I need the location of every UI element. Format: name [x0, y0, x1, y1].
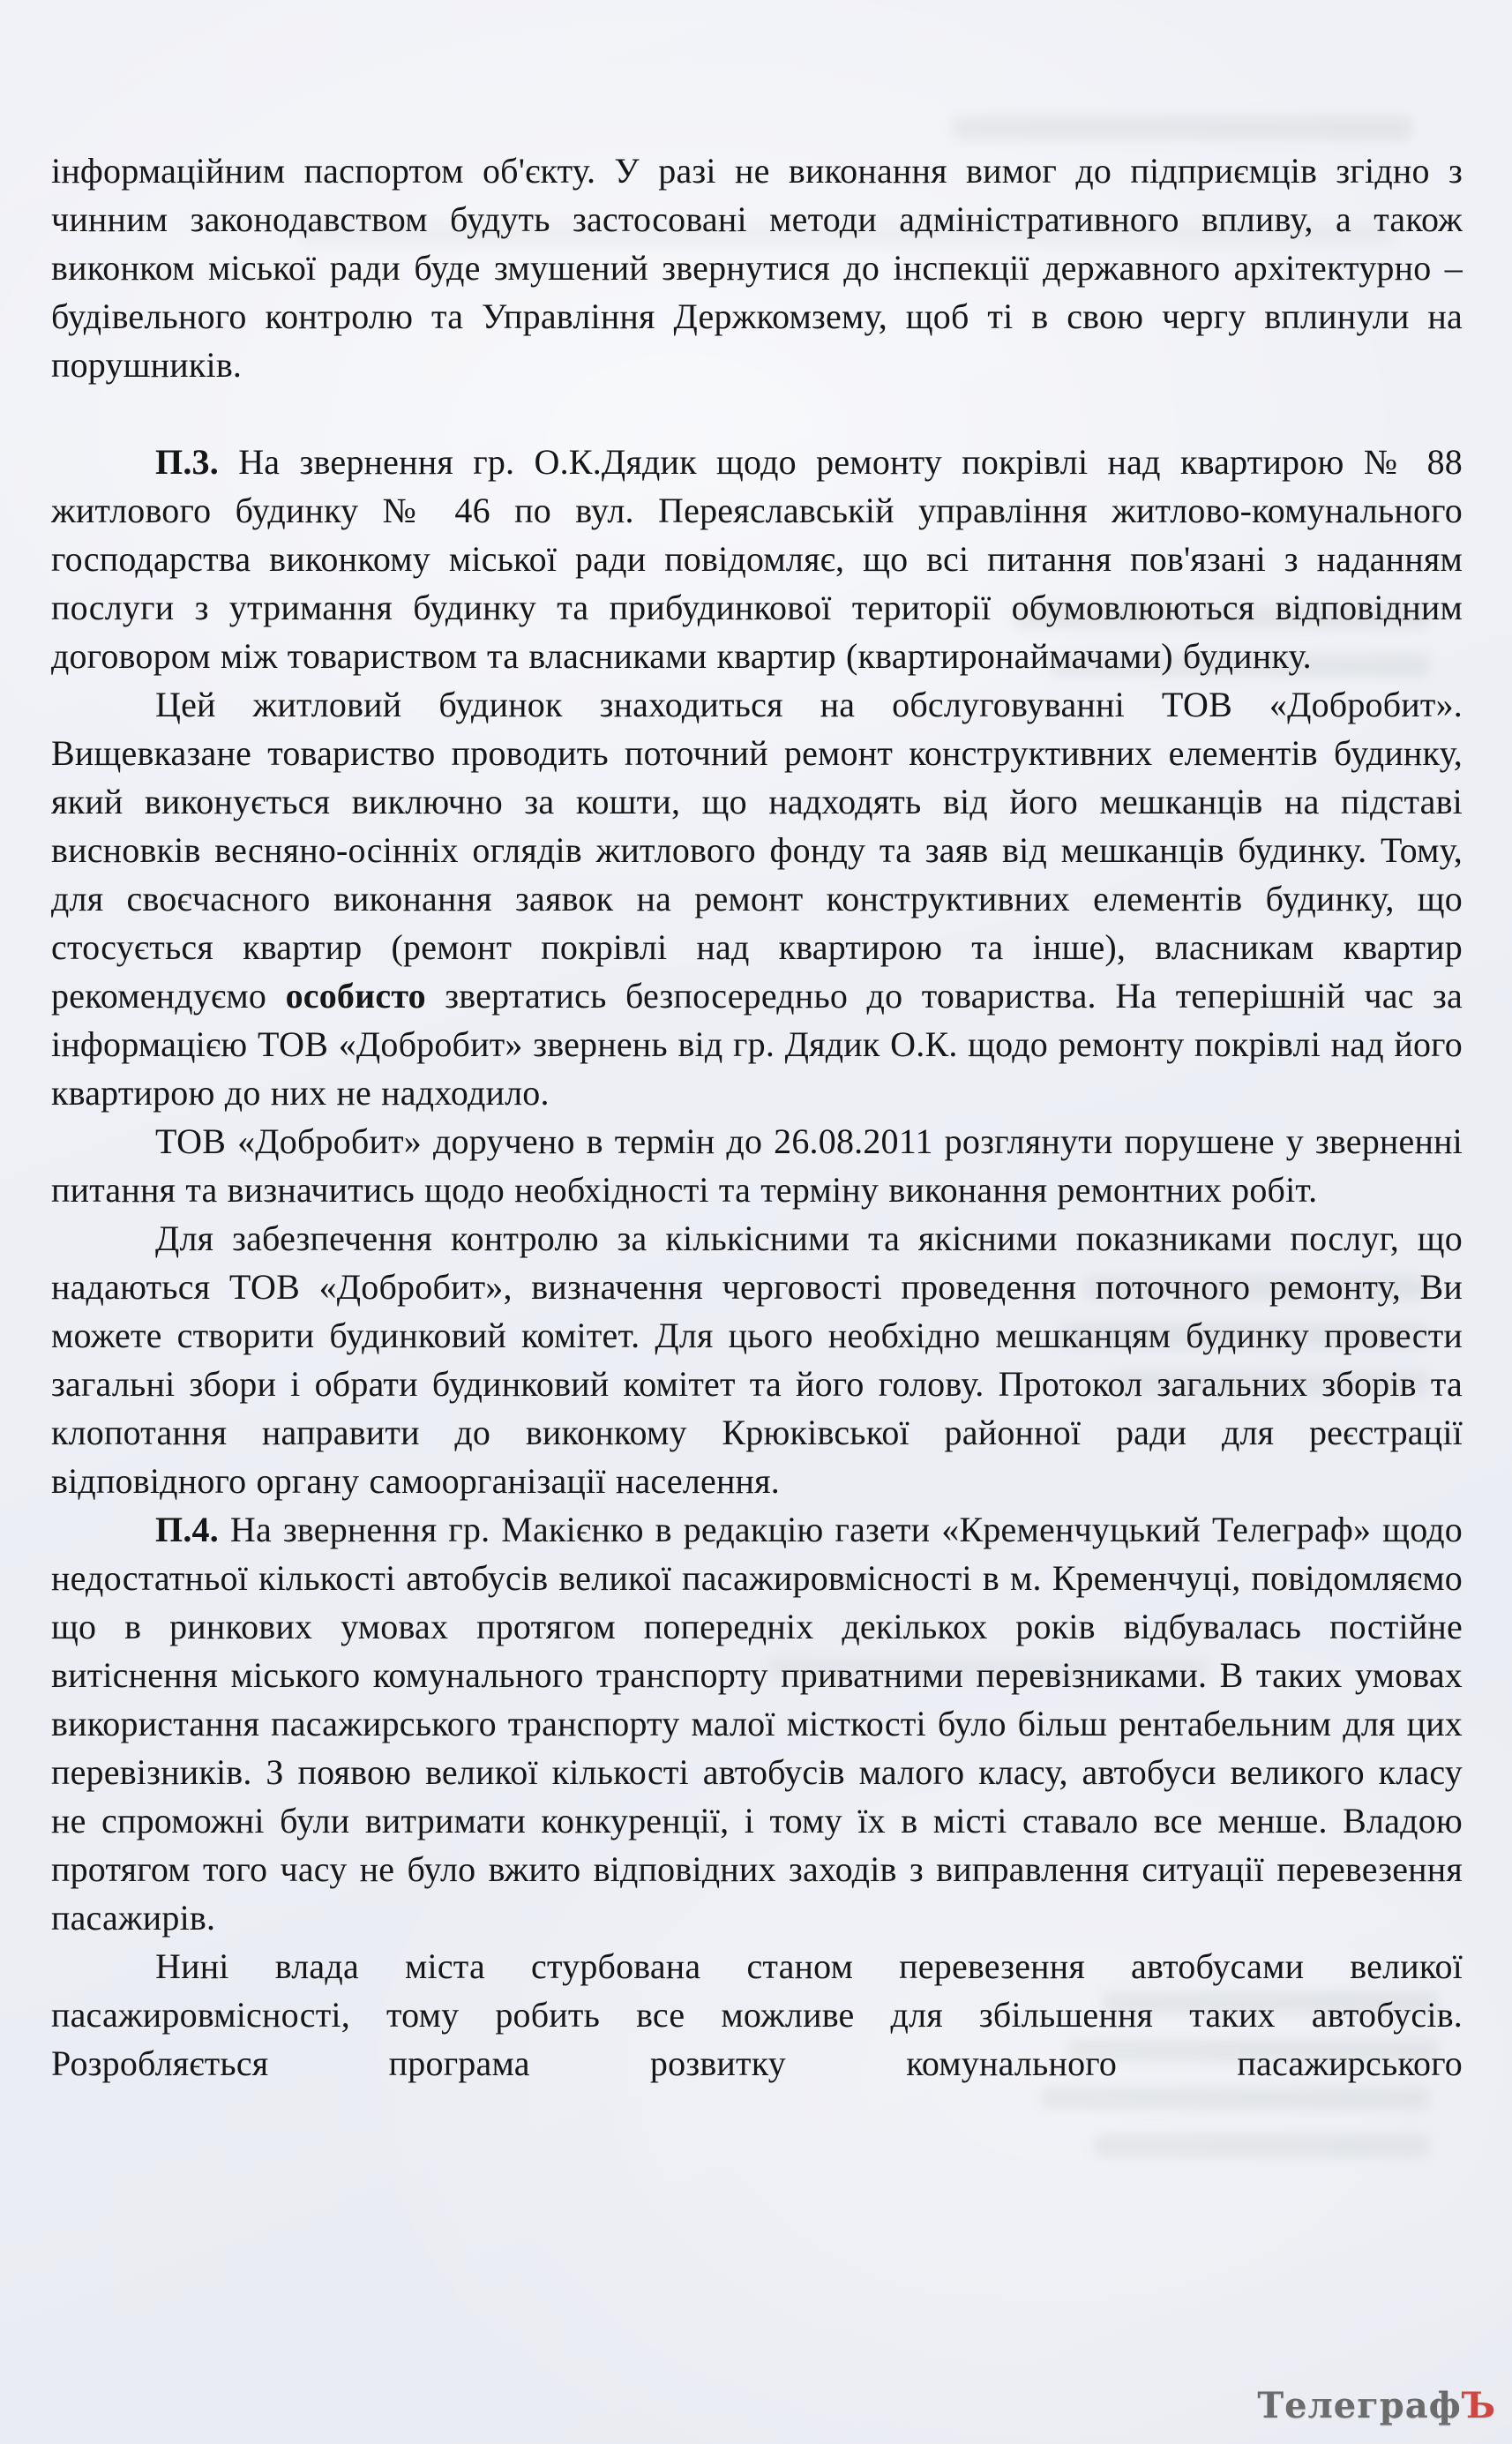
- text-run: На звернення гр. Макієнко в редакцію газети «Кременчуцький Телеграф» щодо недостатньої кількості автобусів великої пасажировмісності в м. Кременчуці, повідомляємо що в ринкових умовах протягом попередніх декількох років відбувалась постійне витіснення міського комунального транспорту приватними перевізниками. В таких умовах використання пасажирського транспорту малої місткості було більш рентабельним для цих перевізників. З появою великої кількості автобусів малого класу, автобуси великого класу не спроможні були витримати конкуренції, і тому їх в місті ставало все менше. Владою протягом того часу не було вжито відповідних заходів з виправлення ситуації перевезення пасажирів.: [51, 1510, 1463, 1938]
- telegraf-watermark: [1257, 2385, 1496, 2426]
- text-run: На звернення гр. О.К.Дядик щодо ремонту покрівлі над квартирою № 88 житлового будинку № 46 по вул. Переяславській управління житлово-комунального господарства виконкому міської ради повідомляє, що всі питання пов'язані з наданням послуги з утримання будинку та прибудинкової території обумовлюються відповідним договором між товариством та власниками квартир (квартиронаймачами) будинку.: [51, 442, 1463, 676]
- document-body: [51, 146, 1463, 2088]
- paragraph: [51, 438, 1463, 680]
- text-run: інформаційним паспортом об'єкту. У разі не виконання вимог до підприємців згідно з чинним законодавством будуть застосовані методи адміністративного впливу, а також виконком міської ради буде змушений звернутися до інспекції державного архітектурно – будівельного контролю та Управління Держкомзему, щоб ті в свою чергу вплинули на порушників.: [51, 151, 1463, 385]
- paragraph: [51, 146, 1463, 389]
- bleed-through-artifact: [1094, 2135, 1429, 2156]
- watermark-main-text: Телеграф: [1257, 2385, 1462, 2426]
- text-run: Нині влада міста стурбована станом перевезення автобусами великої пасажировмісності, тому робить все можливе для збільшення таких автобусів. Розробляється програма розвитку комунального пасажирського: [51, 1946, 1463, 2083]
- text-run: Для забезпечення контролю за кількісними та якісними показниками послуг, що надаються ТОВ «Добробит», визначення черговості проведення поточного ремонту, Ви можете створити будинковий комітет. Для цього необхідно мешканцям будинку провести загальні збори і обрати будинковий комітет та його голову. Протокол загальних зборів та клопотання направити до виконкому Крюківської районної ради для реєстрації відповідного органу самоорганізації населення.: [51, 1218, 1463, 1501]
- bold-text-run: П.3.: [155, 442, 219, 482]
- paragraph: [51, 1942, 1463, 2088]
- text-run: звертатись безпосередньо до товариства. На теперішній час за інформацією ТОВ «Добробит» звернень від гр. Дядик О.К. щодо ремонту покрівлі над його квартирою до них не надходило.: [51, 976, 1463, 1113]
- bleed-through-artifact: [953, 116, 1411, 139]
- bold-text-run: П.4.: [155, 1510, 219, 1549]
- paragraph: [51, 1505, 1463, 1942]
- paragraph: [51, 680, 1463, 1117]
- bold-text-run: особисто: [285, 976, 426, 1016]
- watermark-suffix-letter: Ъ: [1461, 2385, 1496, 2426]
- text-run: ТОВ «Добробит» доручено в термін до 26.08.2011 розглянути порушене у зверненні питання та визначитись щодо необхідності та терміну виконання ремонтних робіт.: [51, 1121, 1463, 1210]
- text-run: Цей житловий будинок знаходиться на обслуговуванні ТОВ «Добробит». Вищевказане товариство проводить поточний ремонт конструктивних елементів будинку, який виконується виключно за кошти, що надходять від його мешканців на підставі висновків весняно-осінніх оглядів житлового фонду та заяв від мешканців будинку. Тому, для своєчасного виконання заявок на ремонт конструктивних елементів будинку, що стосується квартир (ремонт покрівлі над квартирою та інше), власникам квартир рекомендуємо: [51, 685, 1463, 1016]
- bleed-through-artifact: [1041, 2088, 1429, 2109]
- paragraph: [51, 1214, 1463, 1505]
- paragraph: [51, 1117, 1463, 1214]
